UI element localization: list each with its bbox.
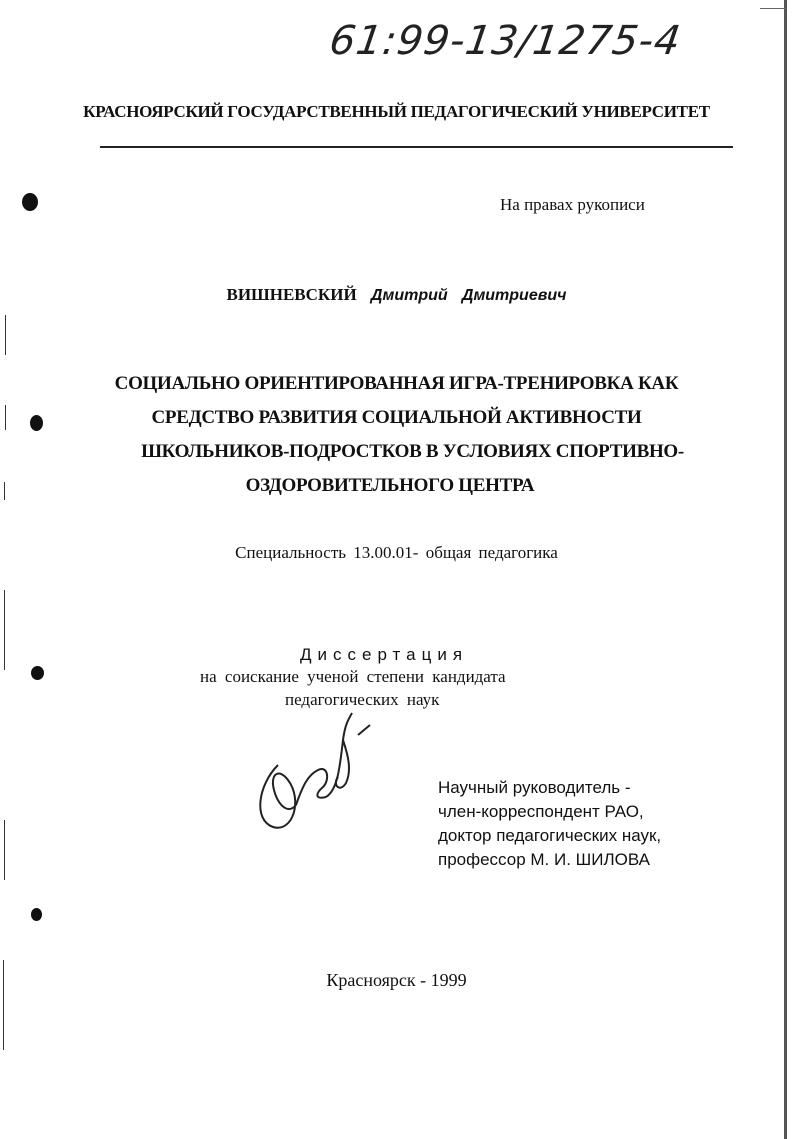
title-line-2: СРЕДСТВО РАЗВИТИЯ СОЦИАЛЬНОЙ АКТИВНОСТИ	[151, 407, 642, 428]
header-rule	[100, 146, 733, 148]
author-first-name: Дмитрий	[370, 287, 448, 304]
edge-mark	[3, 960, 4, 1050]
dissertation-heading: Диссертация	[300, 645, 469, 664]
right-page-edge	[784, 0, 787, 1139]
supervisor-line-4: профессор М. И. ШИЛОВА	[438, 850, 650, 869]
punch-hole-mark	[22, 193, 38, 211]
title-line-1: СОЦИАЛЬНО ОРИЕНТИРОВАННАЯ ИГРА-ТРЕНИРОВКА КАК	[114, 373, 679, 394]
supervisor-line-2: член-корреспондент РАО,	[438, 802, 644, 821]
title-line-4: ОЗДОРОВИТЕЛЬНОГО ЦЕНТРА	[245, 475, 535, 496]
right-corner-mark	[760, 8, 786, 9]
archive-code: 61:99-13/1275-4	[326, 18, 684, 64]
city-year: Красноярск - 1999	[326, 970, 467, 990]
edge-mark	[5, 405, 6, 430]
edge-mark	[4, 590, 5, 670]
edge-mark	[4, 482, 5, 500]
rights-note: На правах рукописи	[500, 195, 645, 214]
signature	[248, 705, 378, 835]
punch-hole-mark	[31, 666, 44, 680]
supervisor-line-3: доктор педагогических наук,	[438, 826, 662, 845]
punch-hole-mark	[31, 908, 42, 921]
author-name	[0, 285, 793, 305]
title-line-3: ШКОЛЬНИКОВ-ПОДРОСТКОВ В УСЛОВИЯХ СПОРТИВНО-	[141, 441, 684, 462]
dissertation-degree-line: на соискание ученой степени кандидата	[200, 667, 506, 686]
supervisor-line-1: Научный руководитель -	[438, 778, 631, 797]
dissertation-field-line: педагогических наук	[285, 690, 440, 709]
punch-hole-mark	[30, 415, 43, 431]
author-patronymic: Дмитриевич	[461, 287, 567, 304]
specialty: Специальность 13.00.01- общая педагогика	[235, 543, 558, 562]
university-name: КРАСНОЯРСКИЙ ГОСУДАРСТВЕННЫЙ ПЕДАГОГИЧЕСКИЙ УНИВЕРСИТЕТ	[83, 102, 710, 121]
author-surname: ВИШНЕВСКИЙ	[226, 285, 357, 304]
edge-mark	[5, 315, 6, 355]
edge-mark	[4, 820, 5, 880]
